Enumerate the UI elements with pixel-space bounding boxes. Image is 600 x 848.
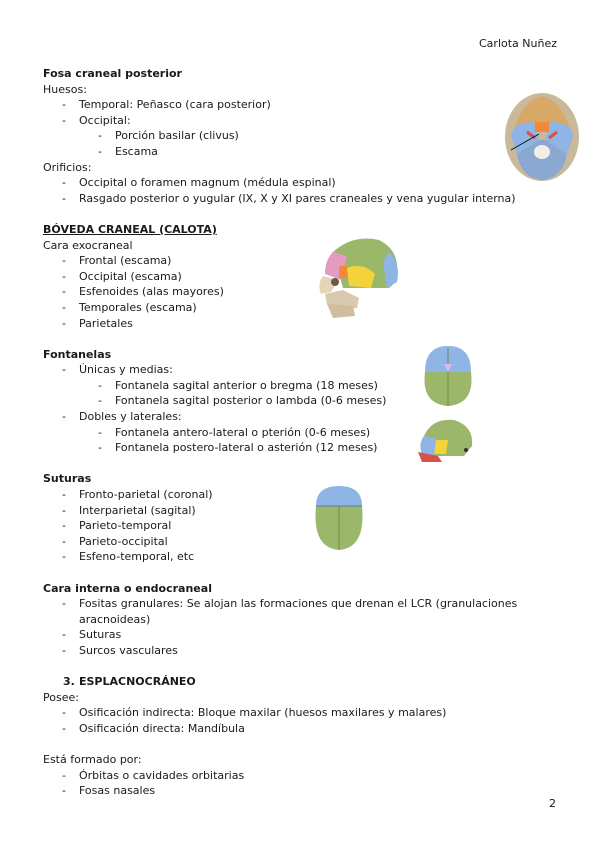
list-item: - Esfenoides (alas mayores)	[43, 284, 558, 300]
list-item: - Parieto-occipital	[43, 534, 558, 550]
list-item: - Órbitas o cavidades orbitarias	[43, 768, 558, 784]
list-item: - Surcos vasculares	[43, 643, 558, 659]
list-item: - Fronto-parietal (coronal)	[43, 487, 558, 503]
list-item: - Osificación directa: Mandíbula	[43, 721, 558, 737]
list-item: - Fositas granulares: Se alojan las formaciones que drenan el LCR (granulaciones aracnoideas)	[43, 596, 558, 627]
list-item: - Suturas	[43, 627, 558, 643]
fontanelle-lateral-illustration	[414, 416, 476, 464]
posee-label: Posee:	[43, 690, 79, 704]
boveda-subtitle: Cara exocraneal	[43, 238, 133, 252]
list-item: - Frontal (escama)	[43, 253, 558, 269]
list-item: - Parieto-temporal	[43, 518, 558, 534]
section-number: 3.	[63, 675, 75, 689]
mandible	[327, 304, 355, 318]
section-title-fosa: Fosa craneal posterior	[43, 67, 182, 80]
orbit	[331, 278, 339, 286]
section-title-fontanelas: Fontanelas	[43, 347, 112, 361]
list-item: - Occipital:	[43, 113, 558, 129]
spacer	[43, 737, 558, 753]
lateral-skull-illustration	[313, 232, 401, 320]
fontanelle-top-illustration	[417, 344, 479, 408]
list-item: - Únicas y medias:	[43, 362, 558, 378]
list-item: - Esfeno-temporal, etc	[43, 549, 558, 565]
section-title-boveda: BÓVEDA CRANEAL (CALOTA)	[43, 222, 217, 236]
huesos-label: Huesos:	[43, 82, 87, 96]
asterion-mark	[464, 448, 468, 452]
list-item: - Fosas nasales	[43, 783, 558, 799]
list-item: - Temporal: Peñasco (cara posterior)	[43, 97, 558, 113]
list-item: - Porción basilar (clivus)	[43, 128, 558, 144]
sella-region	[535, 122, 549, 132]
sutures-top-illustration	[312, 484, 366, 552]
orificios-label: Orificios:	[43, 160, 92, 174]
frontal-top	[316, 486, 362, 506]
author-name: Carlota Nuñez	[479, 37, 557, 50]
foramen-magnum	[534, 145, 550, 159]
list-item: - Occipital (escama)	[43, 269, 558, 285]
temporal-lateral	[434, 440, 448, 454]
list-item: - Occipital o foramen magnum (médula espinal)	[43, 175, 558, 191]
section-title-suturas: Suturas	[43, 472, 92, 486]
list-item: - Fontanela sagital anterior o bregma (18 meses)	[43, 378, 558, 394]
skull-base-illustration	[503, 92, 581, 182]
list-item: - Fontanela antero-lateral o pterión (0-6 meses)	[43, 425, 558, 441]
list-item: - Fontanela postero-lateral o asterión (12 meses)	[43, 440, 558, 456]
section-title-text: ESPLACNOCRÁNEO	[79, 675, 196, 689]
list-item: - Rasgado posterior o yugular (IX, X y XI pares craneales y vena yugular interna)	[43, 191, 558, 207]
list-item: - Osificación indirecta: Bloque maxilar (huesos maxilares y malares)	[43, 705, 558, 721]
section-title-esplacno	[43, 674, 558, 690]
list-item: - Parietales	[43, 316, 558, 332]
section-title-cara-interna: Cara interna o endocraneal	[43, 581, 212, 595]
page-content	[43, 66, 558, 799]
list-item: - Fontanela sagital posterior o lambda (0-6 meses)	[43, 393, 558, 409]
formado-label: Está formado por:	[43, 753, 142, 767]
sphenoid-bone	[339, 266, 347, 278]
list-item: - Interparietal (sagital)	[43, 503, 558, 519]
page-number: 2	[549, 797, 556, 810]
list-item: - Dobles y laterales:	[43, 409, 558, 425]
list-item: - Escama	[43, 144, 558, 160]
list-item: - Temporales (escama)	[43, 300, 558, 316]
